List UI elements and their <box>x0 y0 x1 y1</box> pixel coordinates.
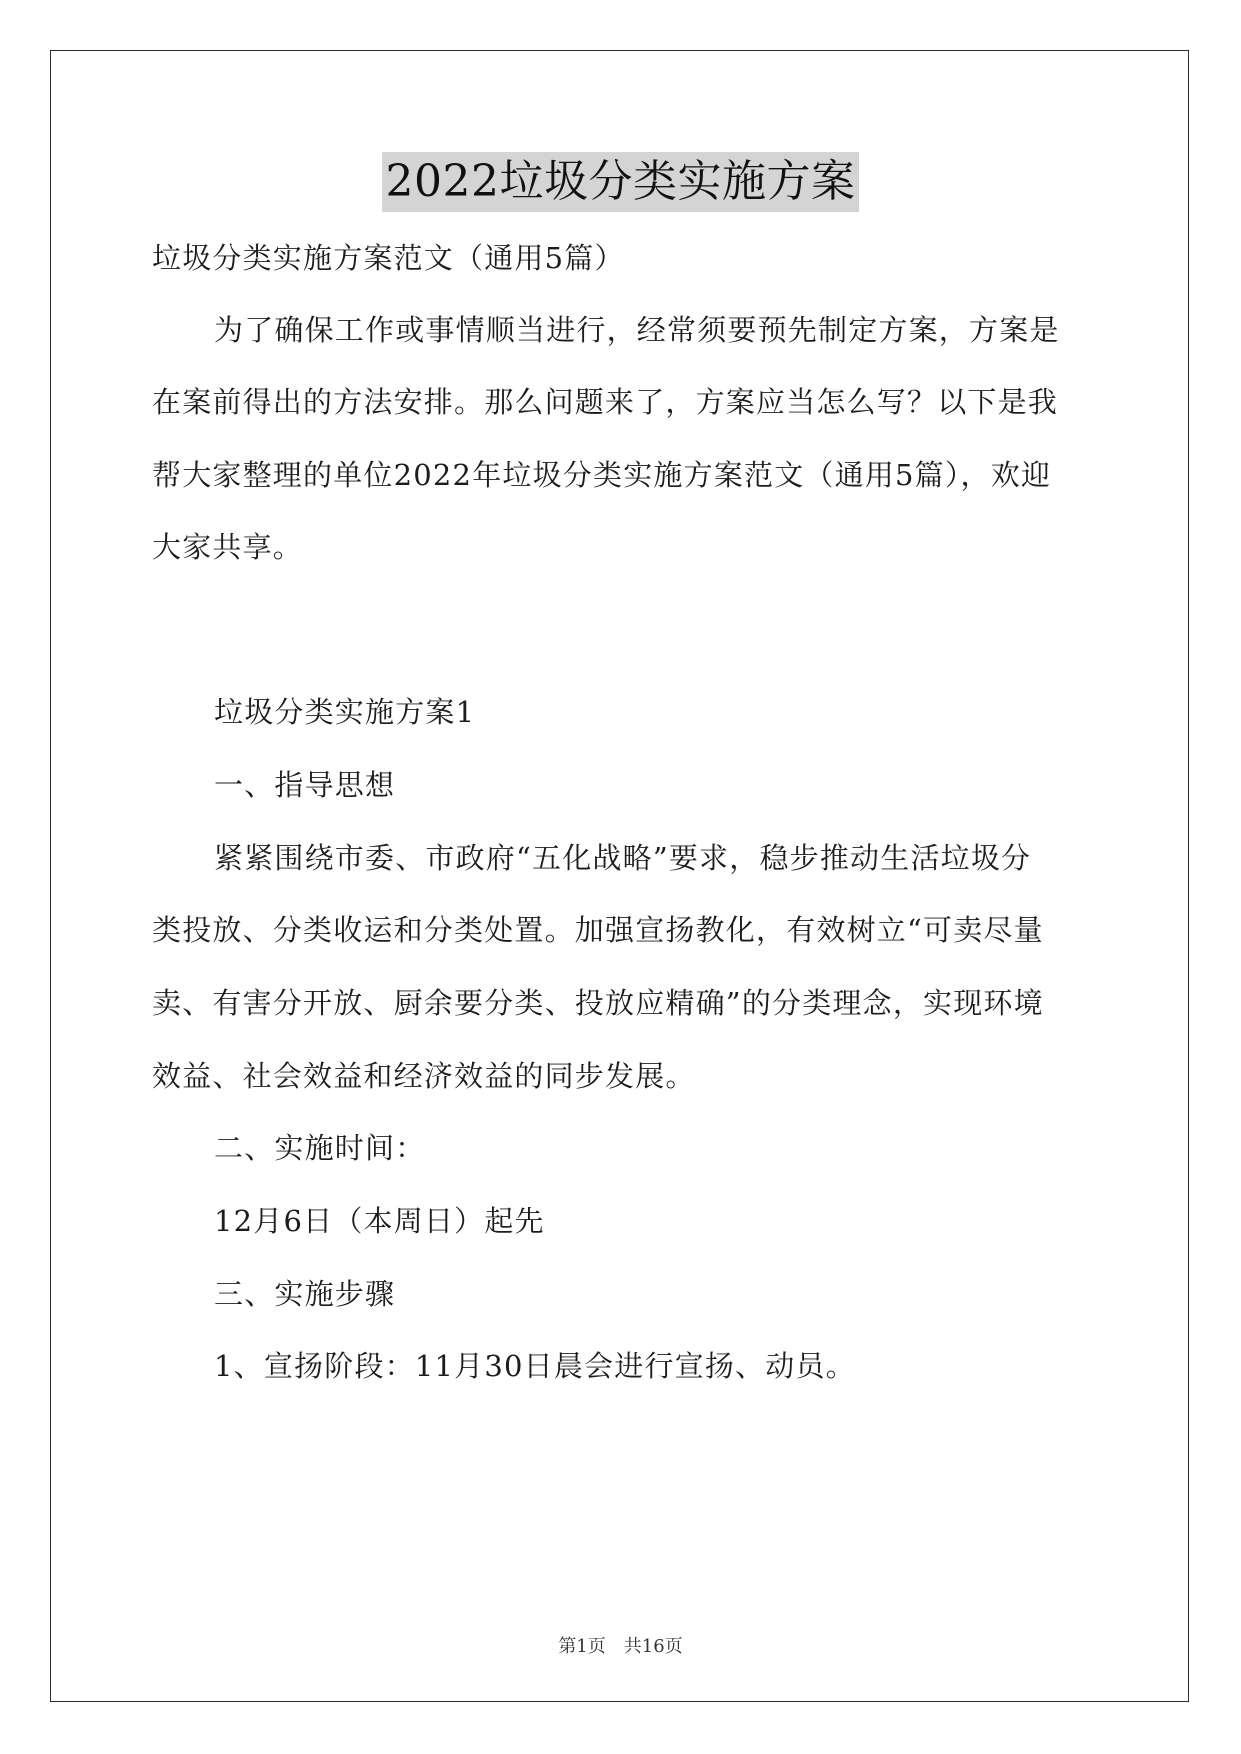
title-container <box>0 152 1241 212</box>
paragraph-line: 卖、有害分开放、厨余要分类、投放应精确”的分类理念，实现环境 <box>152 986 1044 1020</box>
subtitle-line: 垃圾分类实施方案范文（通用5篇） <box>152 241 625 275</box>
paragraph-line: 为了确保工作或事情顺当进行，经常须要预先制定方案，方案是 <box>214 313 1060 347</box>
document-body <box>152 238 1092 1386</box>
paragraph-line: 1、宣扬阶段：11月30日晨会进行宣扬、动员。 <box>214 1349 856 1383</box>
paragraph-line: 帮大家整理的单位2022年垃圾分类实施方案范文（通用5篇），欢迎 <box>152 458 1052 492</box>
paragraph-line: 效益、社会效益和经济效益的同步发展。 <box>152 1059 696 1093</box>
section-heading: 垃圾分类实施方案1 <box>214 695 476 729</box>
document-title: 2022垃圾分类实施方案 <box>382 152 860 212</box>
paragraph-line: 类投放、分类收运和分类处置。加强宣扬教化，有效树立“可卖尽量 <box>152 913 1044 947</box>
paragraph-line: 紧紧围绕市委、市政府“五化战略”要求，稳步推动生活垃圾分 <box>214 841 1032 875</box>
paragraph-line: 大家共享。 <box>152 530 304 564</box>
paragraph-line: 在案前得出的方法安排。那么问题来了，方案应当怎么写？以下是我 <box>152 385 1059 419</box>
section-heading: 一、指导思想 <box>214 768 396 802</box>
section-heading: 二、实施时间： <box>214 1131 426 1165</box>
section-heading: 三、实施步骤 <box>214 1277 396 1311</box>
page-footer: 第1页 共16页 <box>558 1636 683 1657</box>
paragraph-line: 12月6日（本周日）起先 <box>214 1204 545 1238</box>
